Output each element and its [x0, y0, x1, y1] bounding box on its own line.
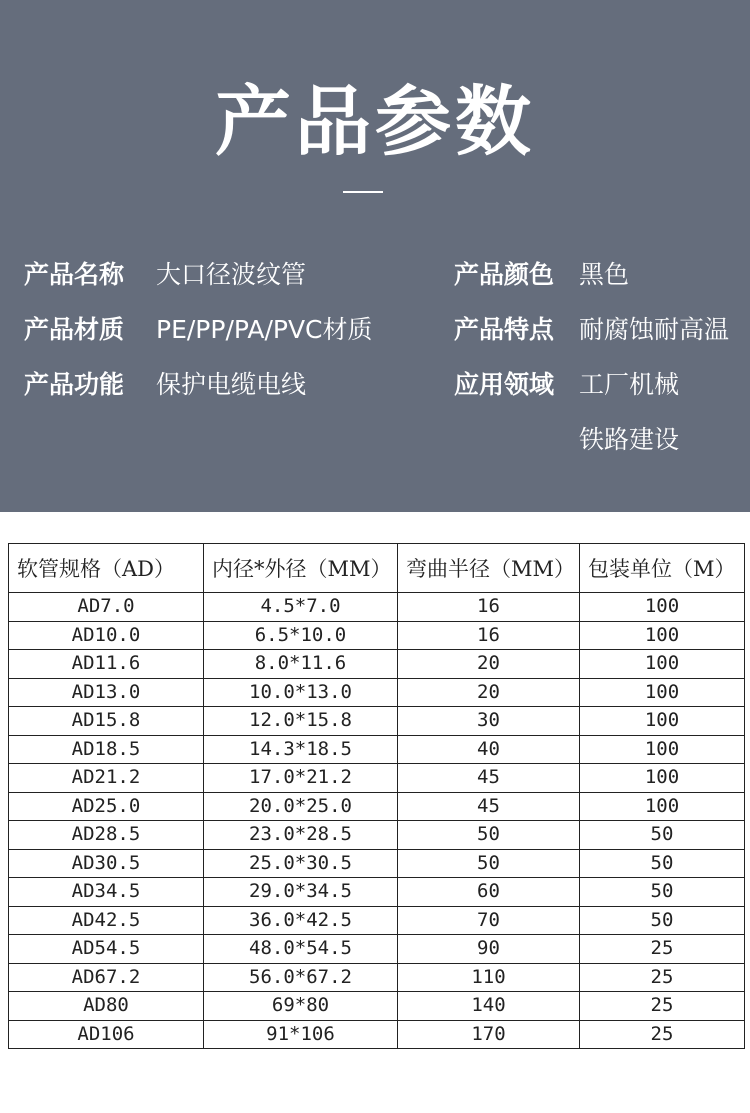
cell-hose-spec: AD11.6 — [9, 650, 204, 679]
spec-key: 产品颜色 — [454, 260, 555, 289]
cell-bend-radius: 50 — [398, 849, 580, 878]
cell-bend-radius: 16 — [398, 621, 580, 650]
cell-diameter: 36.0*42.5 — [204, 906, 398, 935]
cell-hose-spec: AD18.5 — [9, 735, 204, 764]
table-row — [9, 678, 745, 707]
cell-bend-radius: 70 — [398, 906, 580, 935]
title-divider — [343, 191, 383, 193]
spec-product-color — [454, 257, 629, 293]
cell-hose-spec: AD25.0 — [9, 792, 204, 821]
spec-application — [454, 367, 679, 403]
spec-key: 应用领域 — [454, 370, 555, 399]
cell-diameter: 4.5*7.0 — [204, 593, 398, 622]
spec-key: 产品材质 — [24, 315, 125, 344]
cell-diameter: 29.0*34.5 — [204, 878, 398, 907]
cell-package-unit: 100 — [580, 707, 745, 736]
cell-package-unit: 100 — [580, 650, 745, 679]
table-header-row — [9, 544, 745, 593]
table-body — [9, 593, 745, 1049]
spec-value: 工厂机械 — [579, 370, 680, 399]
cell-hose-spec: AD54.5 — [9, 935, 204, 964]
cell-hose-spec: AD30.5 — [9, 849, 204, 878]
table-row — [9, 593, 745, 622]
table-row — [9, 821, 745, 850]
cell-bend-radius: 30 — [398, 707, 580, 736]
table-row — [9, 792, 745, 821]
spec-key: 产品名称 — [24, 260, 125, 289]
cell-bend-radius: 20 — [398, 678, 580, 707]
cell-package-unit: 100 — [580, 593, 745, 622]
cell-bend-radius: 170 — [398, 1020, 580, 1049]
cell-hose-spec: AD28.5 — [9, 821, 204, 850]
cell-diameter: 20.0*25.0 — [204, 792, 398, 821]
cell-diameter: 91*106 — [204, 1020, 398, 1049]
spec-value: 铁路建设 — [579, 425, 680, 454]
cell-diameter: 8.0*11.6 — [204, 650, 398, 679]
cell-hose-spec: AD7.0 — [9, 593, 204, 622]
cell-bend-radius: 20 — [398, 650, 580, 679]
header-hose-spec: 软管规格（AD） — [9, 544, 204, 593]
cell-hose-spec: AD67.2 — [9, 963, 204, 992]
cell-package-unit: 100 — [580, 735, 745, 764]
table-row — [9, 935, 745, 964]
table-row — [9, 764, 745, 793]
cell-diameter: 6.5*10.0 — [204, 621, 398, 650]
cell-diameter: 23.0*28.5 — [204, 821, 398, 850]
table-row — [9, 1020, 745, 1049]
cell-package-unit: 100 — [580, 621, 745, 650]
cell-diameter: 25.0*30.5 — [204, 849, 398, 878]
cell-diameter: 69*80 — [204, 992, 398, 1021]
cell-hose-spec: AD13.0 — [9, 678, 204, 707]
spec-application-extra — [454, 422, 679, 458]
cell-bend-radius: 40 — [398, 735, 580, 764]
table-row — [9, 735, 745, 764]
spec-product-material — [24, 312, 373, 348]
cell-hose-spec: AD34.5 — [9, 878, 204, 907]
cell-package-unit: 25 — [580, 992, 745, 1021]
cell-diameter: 14.3*18.5 — [204, 735, 398, 764]
cell-hose-spec: AD80 — [9, 992, 204, 1021]
spec-product-name — [24, 257, 306, 293]
spec-value: 黑色 — [579, 260, 630, 289]
cell-package-unit: 100 — [580, 792, 745, 821]
header-inner-outer-diameter: 内径*外径（MM） — [204, 544, 398, 593]
cell-bend-radius: 140 — [398, 992, 580, 1021]
cell-bend-radius: 90 — [398, 935, 580, 964]
cell-bend-radius: 50 — [398, 821, 580, 850]
cell-diameter: 48.0*54.5 — [204, 935, 398, 964]
page-title: 产品参数 — [215, 77, 535, 166]
cell-diameter: 10.0*13.0 — [204, 678, 398, 707]
spec-product-feature — [454, 312, 729, 348]
cell-package-unit: 50 — [580, 849, 745, 878]
cell-hose-spec: AD106 — [9, 1020, 204, 1049]
cell-hose-spec: AD10.0 — [9, 621, 204, 650]
spec-value: 大口径波纹管 — [156, 260, 307, 289]
table-row — [9, 650, 745, 679]
table-row — [9, 878, 745, 907]
cell-hose-spec: AD15.8 — [9, 707, 204, 736]
cell-bend-radius: 16 — [398, 593, 580, 622]
cell-package-unit: 25 — [580, 963, 745, 992]
cell-package-unit: 50 — [580, 821, 745, 850]
table-row — [9, 707, 745, 736]
cell-hose-spec: AD21.2 — [9, 764, 204, 793]
table-row — [9, 963, 745, 992]
spec-product-function — [24, 367, 306, 403]
table-row — [9, 906, 745, 935]
cell-bend-radius: 110 — [398, 963, 580, 992]
header-bend-radius: 弯曲半径（MM） — [398, 544, 580, 593]
cell-diameter: 12.0*15.8 — [204, 707, 398, 736]
cell-diameter: 17.0*21.2 — [204, 764, 398, 793]
table-row — [9, 621, 745, 650]
spec-value: PE/PP/PA/PVC材质 — [156, 315, 373, 344]
cell-package-unit: 25 — [580, 935, 745, 964]
cell-bend-radius: 60 — [398, 878, 580, 907]
table-row — [9, 849, 745, 878]
cell-package-unit: 100 — [580, 678, 745, 707]
cell-hose-spec: AD42.5 — [9, 906, 204, 935]
spec-value: 耐腐蚀耐高温 — [579, 315, 730, 344]
spec-key: 产品功能 — [24, 370, 125, 399]
table-row — [9, 992, 745, 1021]
cell-bend-radius: 45 — [398, 764, 580, 793]
spec-key: 产品特点 — [454, 315, 555, 344]
spec-value: 保护电缆电线 — [156, 370, 307, 399]
cell-diameter: 56.0*67.2 — [204, 963, 398, 992]
header-package-unit: 包装单位（M） — [580, 544, 745, 593]
parameters-banner — [0, 0, 750, 512]
cell-package-unit: 50 — [580, 906, 745, 935]
cell-package-unit: 25 — [580, 1020, 745, 1049]
cell-package-unit: 100 — [580, 764, 745, 793]
cell-bend-radius: 45 — [398, 792, 580, 821]
spec-table — [8, 543, 744, 1049]
cell-package-unit: 50 — [580, 878, 745, 907]
